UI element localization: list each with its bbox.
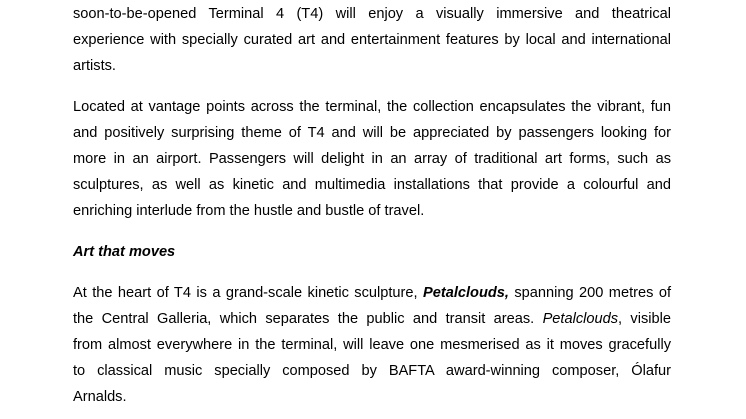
paragraph-3-line-2 [73, 309, 671, 329]
paragraph-3-line-1-start: At the heart of T4 is a grand-scale kinetic sculpture, [73, 285, 423, 301]
paragraph-2-line-5: enriching interlude from the hustle and bustle of travel. [73, 203, 425, 219]
paragraph-2-line-1: Located at vantage points across the terminal, the collection encapsulates the vibrant, fun [73, 99, 671, 115]
paragraph-3-line-2-end: , visible [618, 311, 671, 327]
section-heading: Art that moves [73, 244, 176, 260]
artwork-title-italic: Petalclouds [542, 311, 619, 327]
paragraph-1-line-2: experience with specially curated art and entertainment features by local and international [73, 32, 671, 48]
artwork-title-bold: Petalclouds, [423, 285, 509, 301]
paragraph-3-line-1 [73, 283, 671, 303]
paragraph-2-line-3: more in an airport. Passengers will delight in an array of traditional art forms, such as [73, 151, 671, 167]
paragraph-2-line-2: and positively surprising theme of T4 and will be appreciated by passengers looking for [73, 125, 671, 141]
paragraph-2-line-4: sculptures, as well as kinetic and multimedia installations that provide a colourful and [73, 177, 671, 193]
paragraph-3-line-1-end: spanning 200 metres of [508, 285, 671, 301]
paragraph-3-line-4: to classical music specially composed by BAFTA award-winning composer, Ólafur [73, 363, 671, 379]
paragraph-3-line-3: from almost everywhere in the terminal, will leave one mesmerised as it moves gracefully [73, 337, 671, 353]
paragraph-1-line-3: artists. [73, 58, 116, 74]
paragraph-3-line-5: Arnalds. [73, 389, 127, 405]
paragraph-3-line-2-start: the Central Galleria, which separates the public and transit areas. [73, 311, 543, 327]
paragraph-1-line-1: soon-to-be-opened Terminal 4 (T4) will enjoy a visually immersive and theatrical [73, 6, 671, 22]
